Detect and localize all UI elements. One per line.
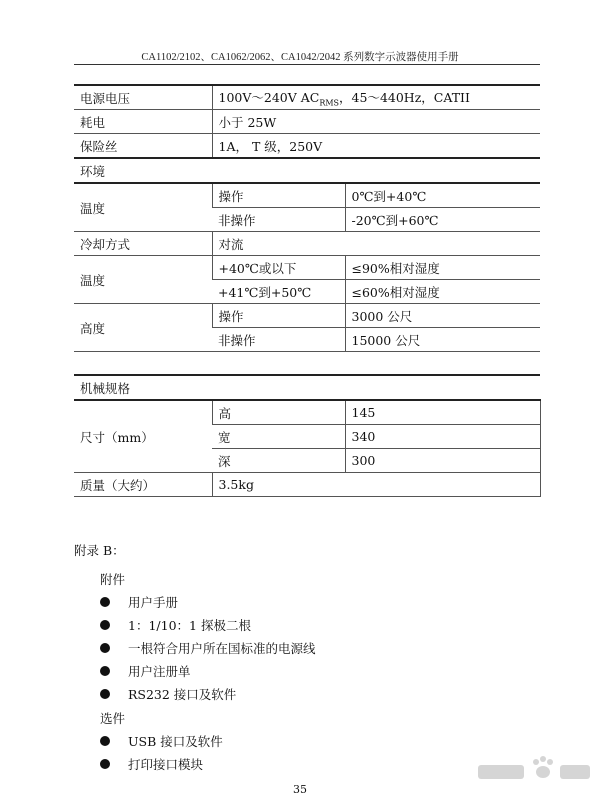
accessories-heading: 附件: [100, 572, 126, 587]
section-title: 环境: [74, 158, 540, 183]
table-row: [74, 473, 540, 497]
bullet-icon: [100, 597, 110, 607]
section-title: 机械规格: [74, 375, 540, 400]
power-environment-table: [74, 84, 540, 352]
dimension-value: 145: [345, 400, 540, 425]
dimension-label: 高: [212, 400, 345, 425]
spec-condition: +41℃到+50℃: [212, 280, 345, 304]
spec-label: 尺寸（mm）: [74, 400, 212, 473]
list-item-text: 1：1/10：1 探极二根: [128, 618, 251, 633]
spec-value: 对流: [212, 232, 540, 256]
section-header-row: [74, 158, 540, 183]
spec-label: 电源电压: [74, 85, 212, 110]
spec-value: 100V～240V $AC_{RMS}$，45～440Hz，CATII: [212, 85, 540, 110]
dimension-value: 340: [345, 425, 540, 449]
dimension-label: 宽: [212, 425, 345, 449]
spec-value: 1A， T 级，250V: [212, 134, 540, 159]
spec-condition: 操作: [212, 183, 345, 208]
list-item: [100, 732, 223, 750]
spec-value: 小于 25W: [212, 110, 540, 134]
spec-label: 温度: [74, 183, 212, 232]
spec-value: 15000 公尺: [345, 328, 540, 352]
table-row: [74, 183, 540, 208]
table-row: [74, 85, 540, 110]
dimension-label: 深: [212, 449, 345, 473]
spec-value: 0℃到+40℃: [345, 183, 540, 208]
page-header: CA1102/2102、CA1062/2062、CA1042/2042 系列数字示波器使用手册: [141, 52, 459, 63]
spec-label: 高度: [74, 304, 212, 352]
table-row: [74, 232, 540, 256]
section-header-row: [74, 375, 540, 400]
list-item: [100, 593, 178, 611]
spec-label: 冷却方式: [74, 232, 212, 256]
list-item-text: 用户手册: [128, 595, 179, 610]
table-row: [74, 256, 540, 280]
bullet-icon: [100, 736, 110, 746]
list-item-text: USB 接口及软件: [128, 734, 223, 749]
list-item: [100, 616, 251, 634]
mechanical-table: [74, 374, 541, 497]
list-item: [100, 685, 236, 703]
spec-value: 3000 公尺: [345, 304, 540, 328]
spec-label: 质量（大约）: [74, 473, 212, 497]
spec-value: ≤60%相对湿度: [345, 280, 540, 304]
table-row: [74, 400, 540, 425]
bullet-icon: [100, 689, 110, 699]
dimension-value: 300: [345, 449, 540, 473]
options-heading: 选件: [100, 711, 126, 726]
spec-label: 保险丝: [74, 134, 212, 159]
list-item-text: RS232 接口及软件: [128, 687, 237, 702]
table-row: [74, 134, 540, 159]
bullet-icon: [100, 759, 110, 769]
table-row: [74, 304, 540, 328]
spec-condition: 非操作: [212, 328, 345, 352]
bullet-icon: [100, 620, 110, 630]
page-number: 35: [293, 783, 307, 796]
header-rule: [74, 64, 540, 65]
list-item-text: 用户注册单: [128, 664, 191, 679]
spec-value: ≤90%相对湿度: [345, 256, 540, 280]
spec-condition: 非操作: [212, 208, 345, 232]
list-item-text: 打印接口模块: [128, 757, 204, 772]
list-item: [100, 662, 191, 680]
appendix-title: 附录 B：: [74, 543, 125, 558]
list-item: [100, 639, 316, 657]
spec-value: 3.5kg: [212, 473, 540, 497]
spec-condition: +40℃或以下: [212, 256, 345, 280]
bullet-icon: [100, 666, 110, 676]
spec-value: -20℃到+60℃: [345, 208, 540, 232]
spec-condition: 操作: [212, 304, 345, 328]
spec-label: 温度: [74, 256, 212, 304]
list-item-text: 一根符合用户所在国标准的电源线: [128, 641, 316, 656]
bullet-icon: [100, 643, 110, 653]
spec-label: 耗电: [74, 110, 212, 134]
list-item: [100, 755, 203, 773]
table-row: [74, 110, 540, 134]
watermark-logo: [476, 753, 594, 787]
